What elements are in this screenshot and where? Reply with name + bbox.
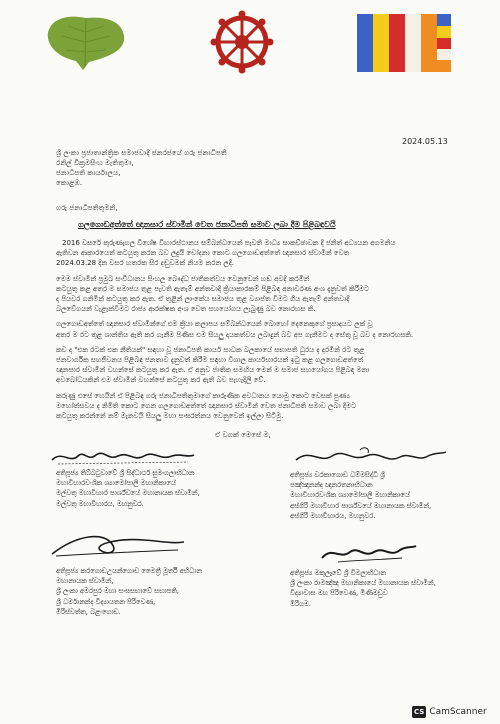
signatory-line: මහාවිහාරවංශික ශ්‍යාමෝපාලි මහානිකායේ [56, 479, 176, 488]
buddhist-flag-icon [357, 14, 451, 72]
signature-mark [290, 444, 450, 470]
signatory-block [290, 470, 490, 521]
closing-line: ඒ වගක් මෙසේ ම, [215, 430, 271, 439]
bodhi-leaf-icon [40, 12, 132, 72]
body-line: 2016 වසරේ කුරුණෑගල විශේෂ විහාරස්ථානය සම්බන්ධයෙන් පැවති මාධ්‍ය සාකච්ඡාවක දී ජනිත් අධ්‍යයන අගමනිය [62, 239, 396, 247]
signature-mark [318, 540, 418, 566]
signatory-line: අතිපූජ්‍ය මකුලෑවේ ශ්‍රී විමලාභිධාන [290, 569, 386, 577]
body-line: ඇතිවන ආකාරයෙන් කටයුතු කරන බව ලදුයි චෝදනා කොට ගලගොඩඅත්තේ ඥානසාර ස්වාමීන් වෙත [56, 249, 350, 258]
body-paragraph [56, 345, 456, 386]
camscanner-brand: CamScanner [429, 707, 487, 717]
body-line: කරුණු එසේ හෙයින් ඒ පිළිබඳ ගරු ජනාධිපතිතුමාගේ කාරුණික අවධානය යොමු කොට වෙසක් පුණ්‍ය [56, 391, 350, 400]
letterhead [0, 0, 500, 82]
signatory-line: මීරිගම. [290, 599, 311, 608]
body-line: කටයුතු කළ අතර ම සමාජය තුළ පැවති ඇතැම් අන්තවාදී ක්‍රියාකාරකම් පිළිබඳ අනාවරණ අංශ දැනුවත් කිරීමට [56, 284, 369, 293]
salutation: ගරු ජනාධිපතිතුමනි, [56, 203, 118, 212]
signatory-block [56, 468, 266, 509]
signatory-line: මල්වතු මහාවිහාරය, මහනුවර. [56, 499, 144, 508]
letter-body [56, 238, 456, 421]
signatory-line: මිරිස්වත්ත, බළංගොඩ. [56, 607, 121, 616]
body-line: ද පියවර ගනිමින් කටයුතු කර ඇත. ඒ තුළින් ලාංකේය සමාජය තුළ ව්‍යාප්ත වීමට ගිය ඇතැම් අන්තවාදී [56, 295, 350, 304]
recipient-line: ජනාධිපති කාර්යාලය, [56, 168, 121, 177]
recipient-line: කොළඹ. [56, 178, 83, 187]
recipient-address [56, 148, 376, 188]
signatory-line: මහානායක ස්වාමීන්, [56, 577, 114, 586]
dharma-wheel-icon [210, 10, 274, 74]
signatory-line: ශ්‍රී ලංකා අමරපුර මහා සංඝසභාවේ සභාපති, [56, 587, 179, 596]
body-line: ජනවාර්ගික සහජීවනය පිළිබඳ ජනතාව දැනුවත් කිරීම සඳහා විශාල කාර්යභාරයක් ඉටු කළ ගලගොඩඅත්තේ [56, 356, 364, 365]
recipient-line: ශ්‍රී ලංකා ප්‍රජාතාන්ත්‍රික සමාජවාදී ජනරජයේ ගරු ජනාධිපති [56, 148, 227, 157]
body-line: අවබෝධයකින් එම ස්වාමීන් වහන්සේ කටයුතු කර ඇති බව පැහැදිලි වේ. [56, 376, 266, 385]
signatory-line: ශ්‍රී ධර්මානන්ද විද්‍යායතන පිරිවෙණ, [56, 597, 156, 606]
body-line: බලවේගයන් වැළැක්වීමට රාජ්‍ය ආරක්ෂක අංශ වෙත සහයෝගය ලැබුණු බව නොරහස කි. [56, 305, 316, 314]
signature-mark [48, 446, 198, 468]
signatory-line: විද්‍යාවාස මහ පිරිවෙණ, මිණිමඩුව [290, 589, 388, 598]
body-paragraph [56, 319, 456, 339]
signatory-block [56, 566, 266, 617]
camscanner-logo-icon: CS [414, 708, 425, 716]
camscanner-watermark [412, 704, 487, 720]
body-line: මෙම ස්වාමීන් ප්‍රමුඛ සංවිධානය සිංහල බෞද්ධ ජාතිකත්වය වෙනුවෙන් හඬ අවදි කරමින් [56, 274, 310, 283]
signatory-block [290, 568, 495, 609]
signatory-line: පඤ්ඤානන්ද ඥානරතනාභිධාන [290, 481, 373, 490]
signatory-line: අස්ගිරි මහාවිහාර පාර්ශ්වයේ මහානායක ස්වාමීන්, [290, 501, 432, 510]
signatory-line: මහාවිහාරවංශික ශ්‍යාමෝපාලි මහානිකායේ [290, 491, 410, 500]
letter-date: 2024.05.13 [402, 137, 448, 146]
body-line: 2024.03.28 දින වසර හතරක සිර දඬුවමක් නියම කරන ලදී. [56, 259, 235, 268]
subject-heading: ගලගොඩඅත්තේ ඥානසාර ස්වාමීන් වෙත ජනාධිපති සමාව ලබා දීම පිළිබඳවයි [78, 220, 336, 229]
body-line: මහෝත්සවය ද නිමිති කොට ගෙන ගලගොඩඅත්තේ ඥානසාර ස්වාමීන් වෙත ජනාධිපති සමාව ලබා දීමට [56, 401, 357, 410]
body-line: කව ද "එක රටක් එක නීතියක්" සඳහා වූ ජනාධිපති කාර්ය සාධක බලකායේ සභාපති ධුරය ද දරමින් රට තුළ [56, 345, 365, 354]
body-line: ඥානසාර ස්වාමීන් වහන්සේ කටයුතු කර ඇත. ඒ අනුව ජාතික සමඟිය මෙන් ම සමාජ සහයෝගය පිළිබඳ මනා [56, 366, 370, 375]
recipient-line: රනිල් වික්‍රමසිංහ මැතිතුමා, [56, 158, 134, 167]
body-line: කටයුතු කරන්නේ නම් මැනවයි සියලු මහා සංඝරත්නය වෙනුවෙන් ඉල්ලා සිටිමු. [56, 412, 284, 421]
signatory-line: අතිපූජ්‍ය වරකාගොඩ ධම්මසිද්ධි ශ්‍රී [290, 471, 385, 479]
body-paragraph [56, 274, 456, 315]
signatory-line: අස්ගිරි මහාවිහාරය, මහනුවර. [290, 511, 376, 520]
signature-mark [48, 530, 188, 560]
body-paragraph [56, 391, 456, 422]
signatory-line: ශ්‍රී ලංකා රාමඤ්ඤ මහානිකායේ මහානායක ස්වාමීන්, [290, 579, 436, 588]
body-paragraph [56, 238, 456, 269]
body-line: ගලගොඩඅත්තේ ඥානසාර ස්වාමීන්ගේ එම ක්‍රියා කලාපය සම්බන්ධයෙන් බොහෝ දෙනෙකුගේ ප්‍රසාදයට ලක් වූ [56, 320, 373, 329]
signatory-line: අතිපූජ්‍ය තිබ්බටුවාවේ ශ්‍රී සිද්ධාර්ථ සුමංගලාභිධාන [56, 469, 195, 477]
signatory-line: අතිපූජ්‍ය කරගොඩඋයන්ගොඩ මෛත්‍රී මූර්ති අභිධාන [56, 567, 202, 575]
body-line: අතර ම රට තුළ ශාන්තිය ඇති කර ගැනීම පිණිස එම සියලු දායකත්වය ලබාදුන් බව අප ගැනීමට ද සේතු වූ බව ද නොරහසකි. [56, 330, 414, 339]
signatory-line: මල්වතු මහාවිහාර පාර්ශ්වයේ මහානායක ස්වාමීන්, [56, 489, 200, 498]
